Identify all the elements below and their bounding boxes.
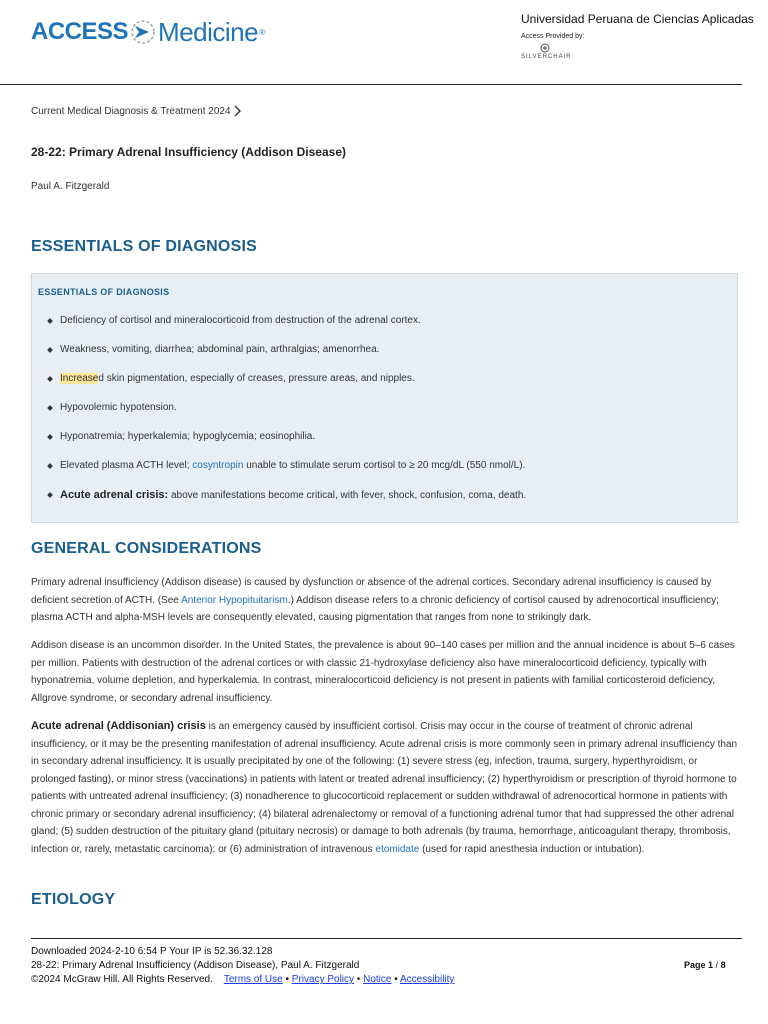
separator: • [354,974,364,985]
general-paragraph-2: Addison disease is an uncommon disorder. In the United States, the prevalence is about 90–140 cases per million and the annual incidence is about 5–6 cases per million. Patients with destruction of the adrenal cortices or with classic 21-hydroxylase deficiency also have mineralocorticoid deficiency, typically with hyponatremia, volume depletion, and hyperkalemia. In contrast, mineralocorticoid deficiency is not present in patients with familial corticosteroid deficiency, Allgrove syndrome, or secondary adrenal insufficiency. [31,640,735,704]
author-name: Paul A. Fitzgerald [31,181,110,192]
list-item-text: Hyponatremia; hyperkalemia; hypoglycemia; eosinophilia. [60,431,316,442]
search-highlight: Increase [60,373,99,384]
download-info: Downloaded 2024-2-10 6:54 P Your IP is 52.36.32.128 [31,946,273,957]
bullet-icon [47,376,53,382]
etomidate-link[interactable]: etomidate [375,843,420,855]
logo-gear-arrow-icon [129,17,157,47]
copyright-text: ©2024 McGraw Hill. All Rights Reserved. [31,974,213,985]
terms-of-use-link[interactable]: Terms of Use [223,974,283,985]
citation-line: 28-22: Primary Adrenal Insufficiency (Addison Disease), Paul A. Fitzgerald [31,960,360,971]
institution-name: Universidad Peruana de Ciencias Aplicadas [521,12,754,26]
bullet-icon [47,492,53,498]
chapter-title: 28-22: Primary Adrenal Insufficiency (Addison Disease) [31,145,346,159]
silverchair-emblem-icon [521,42,581,64]
separator: • [282,974,292,985]
list-item-text: above manifestations become critical, with fever, shock, confusion, coma, death. [168,490,527,501]
list-item [46,372,726,401]
general-considerations-heading: GENERAL CONSIDERATIONS [31,540,262,557]
paragraph-text: Primary adrenal insufficiency (Addison disease) is caused by dysfunction or absence of the adrenal cortices. Secondary adrenal insufficiency is caused by deficient secretion of ACTH. (See [31,577,712,606]
page-separator: / [713,960,721,970]
list-item-text: d skin pigmentation, especially of creases, pressure areas, and nipples. [98,373,415,384]
etiology-heading: ETIOLOGY [31,891,116,908]
logo-registered-mark: ® [259,27,265,37]
logo-medicine-text: Medicine [158,16,259,47]
page-total: 8 [720,960,726,970]
list-item [46,343,726,372]
logo-access-text: ACCESS [31,18,129,45]
accessmedicine-logo[interactable] [31,12,265,52]
chevron-right-icon [233,105,242,117]
list-item [46,314,726,343]
provider-name: SILVERCHAIR [521,54,572,60]
paragraph-text: is an emergency caused by insufficient cortisol. Crisis may occur in the course of treatment of chronic adrenal insufficiency, or it may be the presenting manifestation of adrenal insufficiency. Acute adrenal crisis is more commonly seen in primary adrenal insufficiency than in secondary adrenal insufficiency. It is usually precipitated by one of the following: (1) severe stress (eg, infection, trauma, surgery, hyperthyroidism, or prolonged fasting), or minor stress (vaccinations) in patients with latent or treated adrenal insufficiency; (2) hyperthyroidism or prescription of thyroid hormone to patients with untreated adrenal insufficiency; (3) nonadherence to glucocorticoid replacement or sudden withdrawal of adrenocortical hormone in patients with chronic primary or secondary adrenal insufficiency; (4) bilateral adrenalectomy or removal of a functioning adrenal tumor that had suppressed the other adrenal gland; (5) sudden destruction of the pituitary gland (pituitary necrosis) or damage to both adrenals (by trauma, hemorrhage, anticoagulant therapy, thrombosis, infection or, rarely, metastatic carcinoma); or (6) administration of intravenous [31,721,738,855]
list-item [46,401,726,430]
essentials-box [31,273,738,523]
paragraph-text: (used for rapid anesthesia induction or intubation). [419,843,645,855]
page-label: Page [684,960,706,970]
general-paragraph-3 [31,718,738,858]
bullet-icon [47,434,53,440]
paragraph-text: .) Addison disease refers to a chronic deficiency of cortisol caused by adrenocortical insufficiency; plasma ACTH and alpha-MSH levels are consequently elevated, causing pigmentation that ranges from none to strikingly dark. [31,594,719,623]
bullet-icon [47,347,53,353]
list-item-text: Deficiency of cortisol and mineralocorticoid from destruction of the adrenal cortex. [60,315,421,326]
acute-crisis-term: Acute adrenal crisis: [60,489,169,501]
site-header [0,0,768,86]
essentials-heading: ESSENTIALS OF DIAGNOSIS [31,238,257,255]
list-item-text: Hypovolemic hypotension. [60,402,177,413]
list-item [46,488,726,517]
list-item-text: Elevated plasma ACTH level; [60,460,193,471]
cosyntropin-link[interactable]: cosyntropin [192,460,244,471]
essentials-list [46,314,726,517]
list-item [46,459,726,488]
separator: • [391,974,400,985]
essentials-box-title: ESSENTIALS OF DIAGNOSIS [38,287,170,297]
list-item-text: Weakness, vomiting, diarrhea; abdominal pain, arthralgias; amenorrhea. [60,344,380,355]
notice-link[interactable]: Notice [363,974,392,985]
page-current: 1 [708,960,714,970]
page-footer [31,945,454,987]
footer-divider [31,938,742,939]
bullet-icon [47,405,53,411]
breadcrumb-book[interactable]: Current Medical Diagnosis & Treatment 2024 [31,105,231,117]
page-number [684,960,726,970]
general-paragraph-1 [31,574,738,627]
list-item [46,430,726,459]
copyright-line [31,973,454,987]
list-item-text: unable to stimulate serum cortisol to ≥ 20 mcg/dL (550 nmol/L). [243,460,526,471]
access-provided-by-label: Access Provided by: [521,33,585,40]
privacy-policy-link[interactable]: Privacy Policy [291,974,355,985]
bullet-icon [47,318,53,324]
bullet-icon [47,463,53,469]
header-divider [0,84,742,85]
anterior-hypopituitarism-link[interactable]: Anterior Hypopituitarism [181,594,288,606]
accessibility-link[interactable]: Accessibility [399,974,455,985]
breadcrumb[interactable] [31,105,242,117]
addisonian-crisis-term: Acute adrenal (Addisonian) crisis [31,720,206,732]
